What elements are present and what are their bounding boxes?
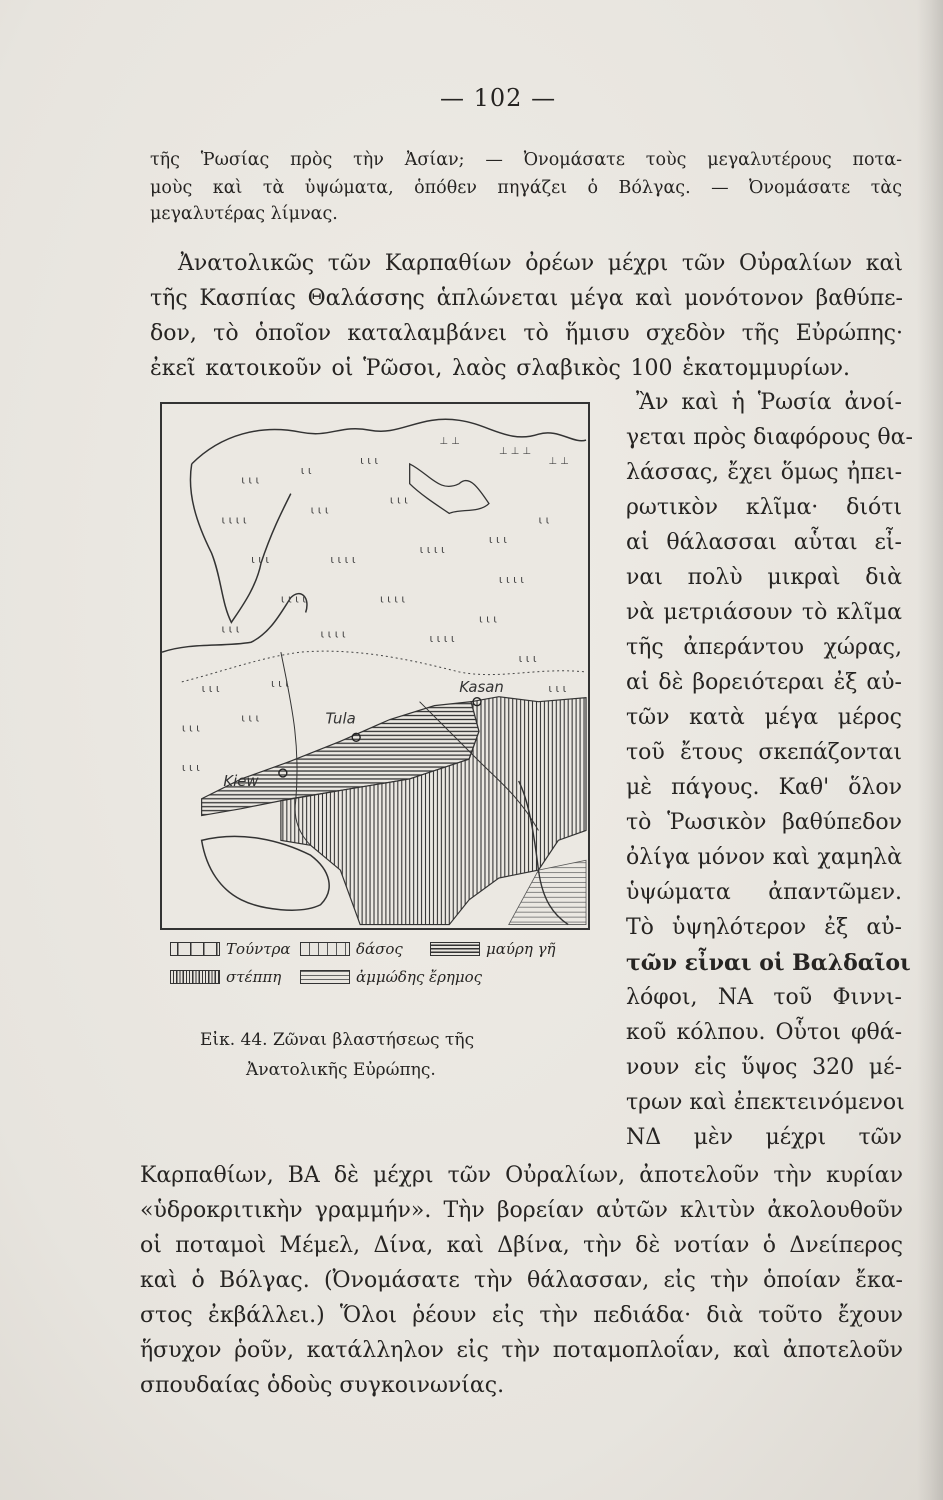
svg-text:ι ι ι: ι ι ι [548,681,567,695]
paragraph-line: Καρπαθίων, ΒΑ δὲ μέχρι τῶν Οὐραλίων, ἀποτελοῦν τὴν κυρίαν [140,1163,903,1188]
legend-swatch-steppe [170,970,220,984]
map-label-kasan: Kasan [459,677,504,696]
page-binding-shadow [917,0,943,1500]
paragraph-line: «ὑδροκριτικὴν γραμμήν». Τὴν βορείαν αὐτῶν κλιτὺν ἀκολουθοῦν [140,1198,903,1223]
intro-line: τῆς Ῥωσίας πρὸς τὴν Ἀσίαν; — Ὀνομάσατε τοὺς μεγαλυτέρους ποτα- [150,150,902,170]
legend-label-steppe: στέππη [226,968,282,986]
side-line: τῆς ἀπεράντου χώρας, [626,635,902,660]
paragraph-line: σπουδαίας ὁδοὺς συγκοινωνίας. [140,1373,505,1398]
coastline-scandinavia [190,464,290,623]
svg-text:ι ι ι: ι ι ι [270,676,289,690]
svg-text:ι ι ι: ι ι ι [360,453,379,467]
svg-text:ι ι ι ι: ι ι ι ι [419,543,445,557]
paragraph-line: ἐκεῖ κατοικοῦν οἱ Ῥῶσοι, λαὸς σλαβικὸς 100 ἑκατομμυρίων. [150,356,850,381]
svg-text:ι ι ι: ι ι ι [181,721,200,735]
svg-text:ι ι ι ι: ι ι ι ι [379,592,406,606]
side-line: ὑψώματα ἀπαντῶμεν. [626,880,902,905]
paragraph-line: οἱ ποταμοὶ Μέμελ, Δίνα, καὶ Δβίνα, τὴν δὲ νοτίαν ὁ Δνείπερος [140,1233,903,1258]
side-line: ναι πολὺ μικραὶ διὰ [626,565,902,590]
side-line: ρωτικὸν κλῖμα· διότι [626,495,902,520]
map-legend [160,938,590,1000]
side-line: λόφοι, ΝΑ τοῦ Φιννι- [626,985,902,1010]
vegetation-zones-map [160,402,590,930]
svg-text:ι ι: ι ι [300,463,312,477]
figure-caption-line2: Ἀνατολικῆς Εὐρώπης. [246,1060,436,1080]
legend-label-black-earth: μαύρη γῆ [486,940,556,958]
side-line: αἱ θάλασσαι αὗται εἶ- [626,530,902,555]
tundra-symbols [439,436,568,467]
svg-text:ι ι ι ι: ι ι ι ι [320,627,346,641]
svg-text:ι ι ι ι: ι ι ι ι [429,632,455,646]
svg-text:ι ι ι: ι ι ι [241,711,260,725]
svg-text:ι ι ι: ι ι ι [310,503,329,517]
svg-text:ι ι ι: ι ι ι [201,681,220,695]
side-line-bold: τῶν εἶναι οἱ Βαλδαῖοι [626,950,911,976]
side-line: τρων καὶ ἐπεκτεινόμενοι [626,1090,905,1115]
side-line: τῶν κατὰ μέγα μέρος [626,705,902,730]
legend-steppe [170,968,281,986]
paragraph-line: ἥσυχον ῥοῦν, κατάλληλον εἰς τὴν ποταμοπλοΐαν, καὶ ἀποτελοῦν [140,1338,903,1363]
paragraph-line: Ἀνατολικῶς τῶν Καρπαθίων ὀρέων μέχρι τῶν Οὐραλίων καὶ [178,251,903,276]
legend-forest [300,940,403,958]
side-line: λάσσας, ἔχει ὅμως ἠπει- [626,460,902,485]
svg-text:⊥ ⊥: ⊥ ⊥ [439,436,460,448]
svg-text:ι ι ι: ι ι ι [389,493,408,507]
legend-label-tundra: Τούντρα [226,940,291,958]
side-line: νουν εἰς ὕψος 320 μέ- [626,1055,902,1080]
svg-text:ι ι ι ι: ι ι ι ι [498,572,524,586]
svg-text:ι ι ι: ι ι ι [251,552,270,566]
svg-text:ι ι ι ι: ι ι ι ι [280,592,306,606]
svg-text:ι ι ι: ι ι ι [479,612,497,626]
paragraph-line: στος ἐκβάλλει.) Ὅλοι ῥέουν εἰς τὴν πεδιάδα· διὰ τοῦτο ἔχουν [140,1303,903,1328]
legend-label-desert: ἀμμώδης ἔρημος [356,968,483,986]
map-label-kiew: Kiew [223,771,259,790]
side-line: ΝΔ μὲν μέχρι τῶν [626,1125,902,1150]
figure-caption-line1: Εἰκ. 44. Ζῶναι βλαστήσεως τῆς [200,1030,475,1050]
side-line: κοῦ κόλπου. Οὗτοι φθά- [626,1020,902,1045]
side-line: τοῦ ἔτους σκεπάζονται [626,740,902,765]
map-label-tula: Tula [325,709,356,728]
legend-swatch-black-earth [430,942,480,956]
coastline-north [192,419,586,464]
side-line: Ἂν καὶ ἡ Ῥωσία ἀνοί- [636,390,902,415]
svg-text:ι ι ι ι: ι ι ι ι [221,513,247,527]
paragraph-line: καὶ ὁ Βόλγας. (Ὀνομάσατε τὴν θάλασσαν, εἰς τὴν ὁποίαν ἔκα- [140,1268,903,1293]
side-line: τὸ Ῥωσικὸν βαθύπεδον [626,810,902,835]
svg-text:ι ι ι: ι ι ι [181,761,200,775]
intro-line: μοὺς καὶ τὰ ὑψώματα, ὁπόθεν πηγάζει ὁ Βόλγας. — Ὀνομάσατε τὰς [150,178,902,198]
side-line: μὲ πάγους. Καθ' ὅλον [626,775,902,800]
svg-text:ι ι: ι ι [538,513,550,527]
side-line: γεται πρὸς διαφόρους θα- [626,425,913,450]
paragraph-line: δον, τὸ ὁποῖον καταλαμβάνει τὸ ἥμισυ σχεδὸν τῆς Εὐρώπης· [150,321,903,346]
legend-tundra [170,940,291,958]
svg-text:⊥ ⊥: ⊥ ⊥ [548,455,569,467]
legend-desert [300,968,482,986]
side-line: νὰ μετριάσουν τὸ κλῖμα [626,600,902,625]
svg-text:ι ι ι: ι ι ι [241,473,260,487]
legend-swatch-desert [300,970,350,984]
intro-line: μεγαλυτέρας λίμνας. [150,204,338,224]
legend-swatch-forest [300,942,350,956]
paragraph-line: τῆς Κασπίας Θαλάσσης ἁπλώνεται μέγα καὶ μονότονον βαθύπε- [150,286,903,311]
svg-text:ι ι ι ι: ι ι ι ι [330,552,356,566]
page-number: — 102 — [440,84,557,112]
side-line: Τὸ ὑψηλότερον ἐξ αὐ- [626,915,902,940]
side-line: αἱ δὲ βορειότεραι ἐξ αὐ- [626,670,902,695]
white-sea [410,464,489,514]
svg-text:ι ι ι: ι ι ι [488,533,507,547]
side-line: ὀλίγα μόνον καὶ χαμηλὰ [626,845,902,870]
svg-text:⊥ ⊥ ⊥: ⊥ ⊥ ⊥ [498,445,531,457]
legend-label-forest: δάσος [356,940,403,958]
svg-text:ι ι ι: ι ι ι [221,622,240,636]
legend-black-earth [430,940,556,958]
legend-swatch-tundra [170,942,220,956]
svg-text:ι ι ι: ι ι ι [518,652,537,666]
coastline-black-sea [202,836,330,910]
